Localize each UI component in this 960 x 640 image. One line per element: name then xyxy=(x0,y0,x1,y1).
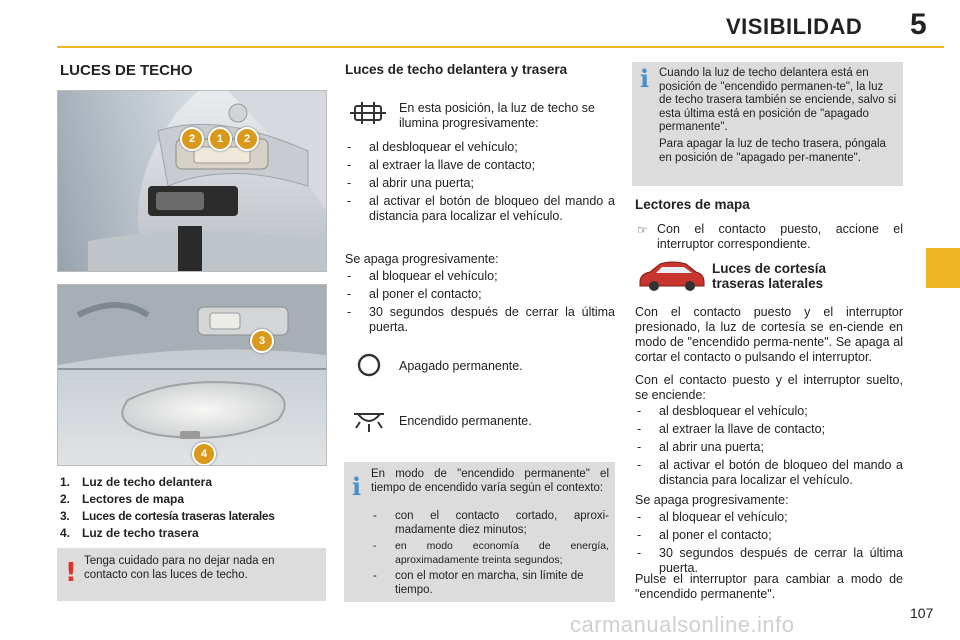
on-label: Encendido permanente. xyxy=(399,414,532,428)
on-conditions-list xyxy=(345,140,615,227)
badge-3: 3 xyxy=(250,329,274,353)
legend-item: 2. Lectores de mapa xyxy=(60,492,185,506)
list-item: - al abrir una puerta; xyxy=(345,176,615,191)
on-light-icon xyxy=(350,408,388,434)
photo-legend xyxy=(60,475,330,543)
list-item: - 30 segundos después de cerrar la última puerta. xyxy=(635,546,903,576)
list-item: - al bloquear el vehículo; xyxy=(635,510,903,525)
list-item: - al extraer la llave de contacto; xyxy=(345,158,615,173)
list-item: - al abrir una puerta; xyxy=(635,440,903,455)
map-readers-heading: Lectores de mapa xyxy=(635,197,750,212)
page-number: 107 xyxy=(910,605,934,621)
map-readers-text: Con el contacto puesto, accione el interruptor correspondiente. xyxy=(657,222,903,251)
courtesy-off-list xyxy=(635,510,903,579)
list-item: - con el motor en marcha, sin límite de tiempo. xyxy=(371,570,609,597)
courtesy-end: Pulse el interruptor para cambiar a modo de "encendido permanente". xyxy=(635,572,903,601)
list-item: - al activar el botón de bloqueo del mando a distancia para localizar el vehículo. xyxy=(345,194,615,224)
legend-item: 1. Luz de techo delantera xyxy=(60,475,213,489)
courtesy-off-intro: Se apaga progresivamente: xyxy=(635,493,789,507)
pointer-icon: ☞ xyxy=(637,223,648,237)
badge-2-left: 2 xyxy=(180,127,204,151)
warning-text: Tenga cuidado para no dejar nada en contacto con las luces de techo. xyxy=(84,555,275,581)
warning-icon: ! xyxy=(65,558,77,588)
badge-2-right: 2 xyxy=(235,127,259,151)
info-intro: En modo de "encendido permanente" el tiempo de encendido varía según el contexto: xyxy=(371,468,609,494)
legend-item: 4. Luz de techo trasera xyxy=(60,526,199,540)
front-rear-heading: Luces de techo delantera y trasera xyxy=(345,62,568,77)
list-item: - al desbloquear el vehículo; xyxy=(345,140,615,155)
courtesy-heading-line2: traseras laterales xyxy=(712,276,824,291)
legend-item: 3. Luces de cortesía traseras laterales xyxy=(60,509,275,523)
chapter-title: VISIBILIDAD xyxy=(726,14,863,39)
list-item: - al bloquear el vehículo; xyxy=(345,269,615,284)
chapter-number: 5 xyxy=(910,8,927,41)
info-box-middle xyxy=(344,462,615,602)
progressive-text: En esta posición, la luz de techo se ilumina progresivamente: xyxy=(399,101,595,130)
list-item: - al extraer la llave de contacto; xyxy=(635,422,903,437)
list-item: - con el contacto cortado, aproxi-madamente diez minutos; xyxy=(371,510,609,537)
info-icon: i xyxy=(640,64,650,93)
badge-4: 4 xyxy=(192,442,216,466)
header-rule xyxy=(57,46,944,48)
car-icon xyxy=(636,258,706,292)
rear-light-photo xyxy=(57,284,327,466)
courtesy-heading-line1: Luces de cortesía xyxy=(712,261,827,276)
info-paragraph-2: Para apagar la luz de techo trasera, póngala en posición de "apagado per-manente". xyxy=(659,138,886,164)
courtesy-paragraph-2: Con el contacto puesto y el interruptor suelto, se enciende: xyxy=(635,373,903,402)
watermark: carmanualsonline.info xyxy=(570,612,795,637)
list-item: - al poner el contacto; xyxy=(345,287,615,302)
warning-box xyxy=(57,548,326,601)
info-paragraph-1: Cuando la luz de techo delantera está en posición de "encendido permanen-te", la luz de techo trasera también se enciende, salvo si esta última está en posición de "apagado permanente". xyxy=(659,67,897,133)
list-item: - al poner el contacto; xyxy=(635,528,903,543)
list-item: - en modo economía de energía, aproximadamente treinta segundos; xyxy=(371,540,609,567)
off-label: Apagado permanente. xyxy=(399,359,523,373)
off-circle-icon xyxy=(356,352,382,378)
off-conditions-list xyxy=(345,269,615,338)
list-item: - 30 segundos después de cerrar la última puerta. xyxy=(345,305,615,335)
info-conditions-list xyxy=(371,510,609,600)
off-intro: Se apaga progresivamente: xyxy=(345,252,499,266)
front-light-photo xyxy=(57,90,327,272)
rear-light-illustration xyxy=(58,285,326,465)
progressive-icon xyxy=(350,100,386,126)
section-heading: LUCES DE TECHO xyxy=(60,62,193,79)
list-item: - al desbloquear el vehículo; xyxy=(635,404,903,419)
front-light-illustration xyxy=(58,91,326,271)
courtesy-on-list xyxy=(635,404,903,491)
chapter-tab xyxy=(926,248,960,288)
info-box-right xyxy=(632,62,903,186)
info-icon: i xyxy=(352,472,362,501)
courtesy-paragraph-1: Con el contacto puesto y el interruptor presionado, la luz de cortesía se en-ciende en modo de "encendido perma-nente". Se apaga al cortar el contacto o pulsando el interruptor. xyxy=(635,305,903,364)
list-item: - al activar el botón de bloqueo del mando a distancia para localizar el vehículo. xyxy=(635,458,903,488)
badge-1: 1 xyxy=(208,127,232,151)
